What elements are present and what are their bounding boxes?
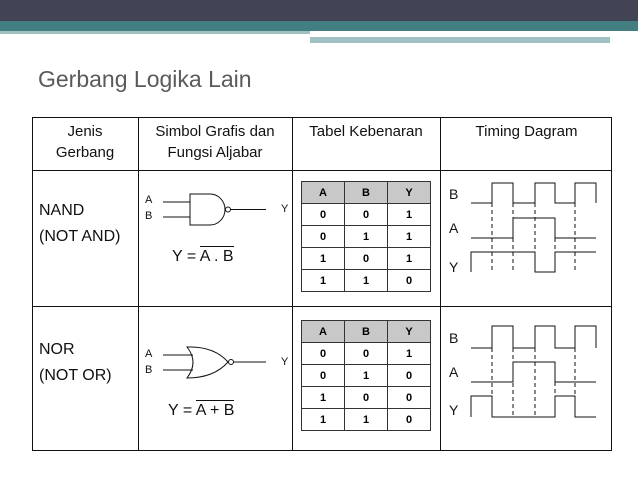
wave-b xyxy=(471,183,596,203)
nand-equation: Y = A . B xyxy=(172,248,234,265)
input-label-b: B xyxy=(145,364,153,376)
header-tabel: Tabel Kebenaran xyxy=(309,123,423,140)
slide-title: Gerbang Logika Lain xyxy=(38,66,252,92)
header-simbol: Simbol Grafis dan Fungsi Aljabar xyxy=(155,123,275,161)
gate-name-nor: NOR (NOT OR) xyxy=(39,341,112,384)
input-label-a: A xyxy=(145,194,153,206)
nor-truth-table: A B Y 0 0 1 0 1 0 1 0 0 1 1 0 xyxy=(301,320,431,431)
wave-y xyxy=(471,252,596,272)
input-label-a: A xyxy=(145,348,153,360)
timing-label-a: A xyxy=(449,364,459,380)
nand-truth-table: A B Y 0 0 1 0 1 1 1 0 1 1 1 0 xyxy=(301,181,431,292)
nor-gate-symbol xyxy=(163,347,266,378)
timing-label-y: Y xyxy=(449,259,459,275)
output-label-y: Y xyxy=(281,356,289,368)
timing-label-y: Y xyxy=(449,402,459,418)
timing-label-b: B xyxy=(449,186,459,202)
gate-name-nand: NAND (NOT AND) xyxy=(39,202,121,245)
input-label-b: B xyxy=(145,210,153,222)
wave-a xyxy=(471,362,596,382)
output-label-y: Y xyxy=(281,203,289,215)
wave-b xyxy=(471,326,596,348)
timing-label-b: B xyxy=(449,330,459,346)
wave-a xyxy=(471,218,596,238)
nand-gate-symbol xyxy=(163,194,266,225)
nor-equation: Y = A + B xyxy=(168,402,235,419)
nor-timing-waves xyxy=(471,326,596,417)
timing-label-a: A xyxy=(449,220,459,236)
header-timing: Timing Dagram xyxy=(475,123,578,140)
nand-timing-waves xyxy=(471,183,596,273)
header-jenis: Jenis Gerbang xyxy=(55,123,115,161)
wave-y xyxy=(471,396,596,417)
